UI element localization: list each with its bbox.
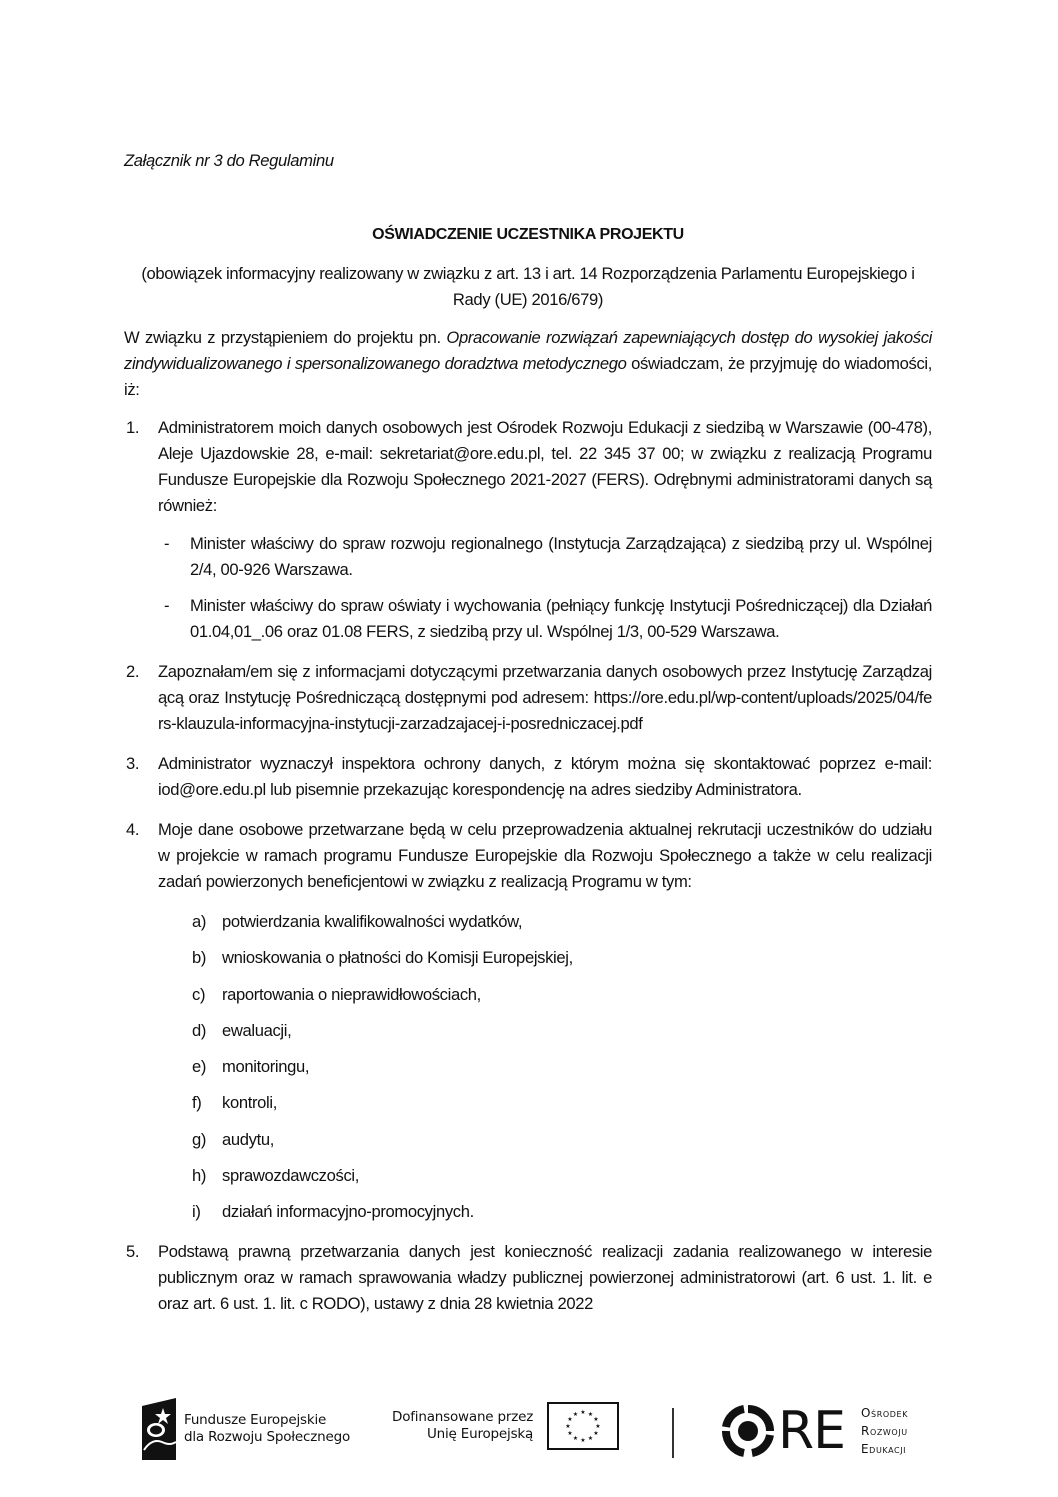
item-number: 2. (126, 662, 140, 681)
logo-divider (672, 1408, 674, 1458)
fe-logo-line1: Fundusze Europejskie (184, 1412, 327, 1428)
svg-text:★: ★ (572, 1411, 579, 1418)
purpose-item (158, 1163, 932, 1189)
administrator-text: Minister właściwy do spraw oświaty i wychowania (pełniący funkcję Instytucji Pośredniczącej) dla Działań 01.04,01_.06 oraz 01.08 FERS, z siedzibą przy ul. Wspólnej 1/3, 00-529 Warszawa. (190, 596, 932, 641)
eu-cofinanced-logo (392, 1402, 619, 1450)
svg-text:★: ★ (587, 1411, 594, 1418)
project-name: Opracowanie rozwiązań zapewniających dostęp do wysokiej jakości zindywidualizowanego i spersonalizowanego doradztwa metodycznego (124, 328, 932, 373)
eu-flag-icon (547, 1402, 619, 1450)
svg-text:★: ★ (565, 1423, 571, 1430)
document-body (124, 148, 932, 1331)
purpose-item (158, 909, 932, 935)
statement-item-2 (124, 659, 932, 737)
document-subtitle: (obowiązek informacyjny realizowany w związku z art. 13 i art. 14 Rozporządzenia Parlamentu Europejskiego i Rady (UE) 2016/679) (141, 264, 915, 309)
administrator-text: Minister właściwy do spraw rozwoju regionalnego (Instytucja Zarządzająca) z siedzibą przy ul. Wspólnej 2/4, 00-926 Warszawa. (190, 534, 932, 579)
eu-logo-line2: Unię Europejską (426, 1426, 534, 1442)
intro-paragraph (124, 325, 932, 403)
item-text: Administrator wyznaczył inspektora ochrony danych, z którym można się skontaktować poprzez e-mail: iod@ore.edu.pl lub pisemnie przekazując korespondencję na adres siedziby Administratora. (158, 754, 932, 799)
purpose-item (158, 1199, 932, 1225)
svg-text:★: ★ (567, 1416, 573, 1423)
purpose-item (158, 1018, 932, 1044)
ore-logo-subtitle (861, 1404, 908, 1458)
intro-prefix: W związku z przystąpieniem do projektu pn. (124, 328, 447, 347)
letter-marker: e) (192, 1057, 207, 1077)
letter-marker: f) (192, 1093, 202, 1113)
statement-item-3 (124, 751, 932, 803)
svg-text:★: ★ (595, 1423, 601, 1430)
item-number: 5. (126, 1242, 140, 1262)
purpose-text: potwierdzania kwalifikowalności wydatków, (222, 912, 523, 931)
purpose-item (158, 1090, 932, 1116)
item-text: Moje dane osobowe przetwarzane będą w celu przeprowadzenia aktualnej rekrutacji uczestników do udziału w projekcie w ramach programu Fundusze Europejskie dla Rozwoju Społecznego a także w celu realizacji zadań powierzonych beneficjentowi w związku z realizacją Programu w tym: (158, 820, 932, 891)
administrators-list (158, 531, 932, 645)
dash-bullet: - (164, 596, 170, 615)
ore-line3: Edukacji (861, 1442, 907, 1456)
item-text: Podstawą prawną przetwarzania danych jest konieczność realizacji zadania realizowanego w interesie publicznym oraz w ramach sprawowania władzy publicznej powierzonej administratorowi (art. 6 ust. 1. lit. e oraz art. 6 ust. 1. lit. c RODO), ustawy z dnia 28 kwietnia 2022 (158, 1242, 932, 1314)
purpose-item (158, 982, 932, 1008)
statement-item-1 (124, 415, 932, 645)
fe-star-logo-icon (142, 1398, 176, 1460)
eu-logo-text (392, 1409, 533, 1443)
statement-item-4 (124, 817, 932, 1225)
svg-text:★: ★ (587, 1435, 594, 1442)
purpose-text: kontroli, (222, 1093, 277, 1113)
svg-text:★: ★ (593, 1416, 599, 1423)
letter-marker: i) (192, 1202, 201, 1222)
item-number: 1. (126, 418, 140, 437)
ore-line2: Rozwoju (861, 1424, 908, 1438)
ore-line1: Ośrodek (861, 1406, 909, 1420)
svg-text:★: ★ (580, 1437, 586, 1444)
svg-text:★: ★ (580, 1409, 586, 1416)
fe-logo-line2: dla Rozwoju Społecznego (184, 1429, 351, 1445)
item-number: 3. (126, 754, 140, 773)
svg-text:★: ★ (567, 1430, 573, 1437)
svg-text:★: ★ (572, 1435, 579, 1442)
funding-logos-footer (0, 1398, 1058, 1468)
item-text: Administratorem moich danych osobowych jest Ośrodek Rozwoju Edukacji z siedzibą w Warszawie (00-478), Aleje Ujazdowskie 28, e-mail: sekretariat@ore.edu.pl, tel. 22 345 37 00; w związku z realizacją Programu Fundusze Europejskie dla Rozwoju Społecznego 2021-2027 (FERS). Odrębnymi administratorami danych są również: (158, 418, 932, 515)
item-number: 4. (126, 820, 140, 839)
administrator-item (158, 531, 932, 583)
purpose-item (158, 1127, 932, 1153)
purpose-text: działań informacyjno-promocyjnych. (222, 1202, 474, 1222)
statement-item-5 (124, 1239, 932, 1317)
letter-marker: a) (192, 912, 207, 931)
purpose-text: ewaluacji, (222, 1020, 292, 1040)
document-title: OŚWIADCZENIE UCZESTNIKA PROJEKTU (372, 226, 684, 243)
letter-marker: g) (192, 1129, 207, 1149)
ore-wordmark: RE (778, 1401, 845, 1461)
administrator-item (158, 593, 932, 645)
letter-marker: b) (192, 948, 207, 968)
fe-logo-text (184, 1412, 350, 1446)
ore-circle-logo-icon (722, 1405, 774, 1457)
svg-text:★: ★ (593, 1430, 599, 1437)
purpose-text: audytu, (222, 1129, 274, 1149)
letter-marker: d) (192, 1020, 207, 1040)
letter-marker: c) (192, 984, 206, 1004)
intro-suffix: oświadczam, że przyjmuję do wiadomości, iż: (124, 354, 932, 399)
fe-logo (142, 1398, 350, 1460)
purpose-text: wnioskowania o płatności do Komisji Europejskiej, (222, 948, 573, 968)
purpose-item (158, 1054, 932, 1080)
statement-list (124, 415, 932, 1317)
purpose-text: sprawozdawczości, (222, 1166, 359, 1186)
ore-logo (722, 1401, 909, 1461)
purpose-text: monitoringu, (222, 1057, 310, 1077)
dash-bullet: - (164, 534, 170, 553)
purposes-list (158, 909, 932, 1225)
eu-logo-line1: Dofinansowane przez (392, 1409, 534, 1425)
item-text-with-link: Zapoznałam/em się z informacjami dotyczącymi przetwarzania danych osobowych przez Instytucję Zarządzającą oraz Instytucję Pośredniczącą dostępnymi pod adresem: https://ore.edu.pl/wp-content/uploads/2025/04/fers-klauzula-informacyjna-instytucji-zarzadzajacej-i-posredniczacej.pdf (158, 662, 932, 733)
purpose-text: raportowania o nieprawidłowościach, (222, 984, 481, 1004)
letter-marker: h) (192, 1166, 207, 1186)
annex-label: Załącznik nr 3 do Regulaminu (124, 151, 334, 170)
purpose-item (158, 945, 932, 971)
